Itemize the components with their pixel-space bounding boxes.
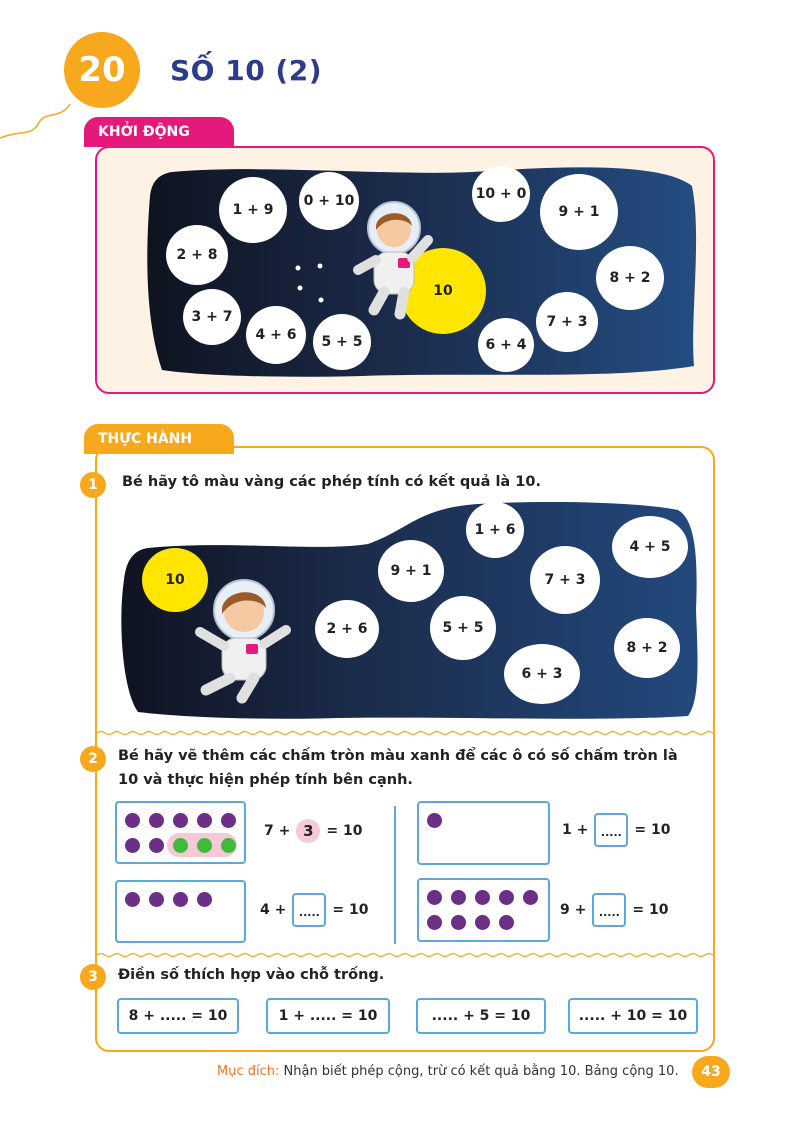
question-2-number: 2	[80, 746, 106, 772]
dot-frame-1[interactable]	[115, 801, 246, 864]
answer-blank[interactable]: .....	[594, 813, 628, 847]
warmup-bubble[interactable]: 0 + 10	[299, 172, 359, 230]
section-divider	[97, 730, 713, 736]
warmup-bubble[interactable]: 4 + 6	[246, 306, 306, 364]
lesson-number-badge: 20	[64, 32, 140, 108]
warmup-bubble[interactable]: 8 + 2	[596, 246, 664, 310]
fill-in-box[interactable]: ..... + 10 = 10	[568, 998, 698, 1034]
lesson-title: SỐ 10 (2)	[170, 54, 323, 87]
warmup-bubble[interactable]: 9 + 1	[540, 174, 618, 250]
equation-4: 9 + ..... = 10	[560, 890, 668, 930]
astronaut-icon	[352, 200, 434, 320]
sun-10-warmup: 10	[400, 248, 486, 334]
question-3-text: Điền số thích hợp vào chỗ trống.	[118, 967, 385, 983]
equation-2: 4 + ..... = 10	[260, 890, 368, 930]
footer-purpose	[217, 1064, 679, 1079]
fill-in-box[interactable]: ..... + 5 = 10	[416, 998, 546, 1034]
equation-3: 1 + ..... = 10	[562, 810, 670, 850]
q1-bubble[interactable]: 4 + 5	[612, 516, 688, 578]
column-divider	[394, 806, 396, 944]
equation-1: 7 + 3 = 10	[264, 818, 362, 844]
question-2-text-line2: 10 và thực hiện phép tính bên cạnh.	[118, 772, 413, 788]
q1-bubble[interactable]: 2 + 6	[315, 600, 379, 658]
practice-tab: THỰC HÀNH	[84, 424, 234, 454]
dot-frame-2[interactable]	[115, 880, 246, 943]
dot-frame-4[interactable]	[417, 878, 550, 942]
star-dots	[290, 258, 330, 308]
question-1-text: Bé hãy tô màu vàng các phép tính có kết quả là 10.	[122, 474, 541, 490]
q1-bubble[interactable]: 5 + 5	[430, 596, 496, 660]
answer-3: 3	[296, 819, 320, 843]
dot-frame-3[interactable]	[417, 801, 550, 865]
question-1-number: 1	[80, 472, 106, 498]
warmup-bubble[interactable]: 10 + 0	[472, 166, 530, 222]
page-number: 43	[692, 1056, 730, 1088]
fill-in-box[interactable]: 8 + ..... = 10	[117, 998, 239, 1034]
answer-blank[interactable]: .....	[592, 893, 626, 927]
answer-blank[interactable]: .....	[292, 893, 326, 927]
q1-bubble[interactable]: 9 + 1	[378, 540, 444, 602]
q1-bubble[interactable]: 8 + 2	[614, 618, 680, 678]
warmup-tab: KHỞI ĐỘNG	[84, 117, 234, 147]
warmup-bubble[interactable]: 7 + 3	[536, 292, 598, 352]
warmup-bubble[interactable]: 5 + 5	[313, 314, 371, 370]
warmup-bubble[interactable]: 3 + 7	[183, 289, 241, 345]
footer-text: Nhận biết phép cộng, trừ có kết quả bằng 10. Bảng cộng 10.	[279, 1064, 679, 1079]
question-3-number: 3	[80, 964, 106, 990]
question-2-text-line1: Bé hãy vẽ thêm các chấm tròn màu xanh để các ô có số chấm tròn là	[118, 748, 678, 764]
astronaut-icon	[192, 578, 292, 704]
q1-bubble[interactable]: 6 + 3	[504, 644, 580, 704]
sun-10-q1: 10	[142, 548, 208, 612]
warmup-bubble[interactable]: 2 + 8	[166, 225, 228, 285]
warmup-bubble[interactable]: 1 + 9	[219, 177, 287, 243]
fill-in-box[interactable]: 1 + ..... = 10	[266, 998, 390, 1034]
q1-bubble[interactable]: 7 + 3	[530, 546, 600, 614]
warmup-bubble[interactable]: 6 + 4	[478, 318, 534, 372]
section-divider	[97, 952, 713, 958]
footer-label: Mục đích:	[217, 1064, 280, 1079]
q1-bubble[interactable]: 1 + 6	[466, 502, 524, 558]
